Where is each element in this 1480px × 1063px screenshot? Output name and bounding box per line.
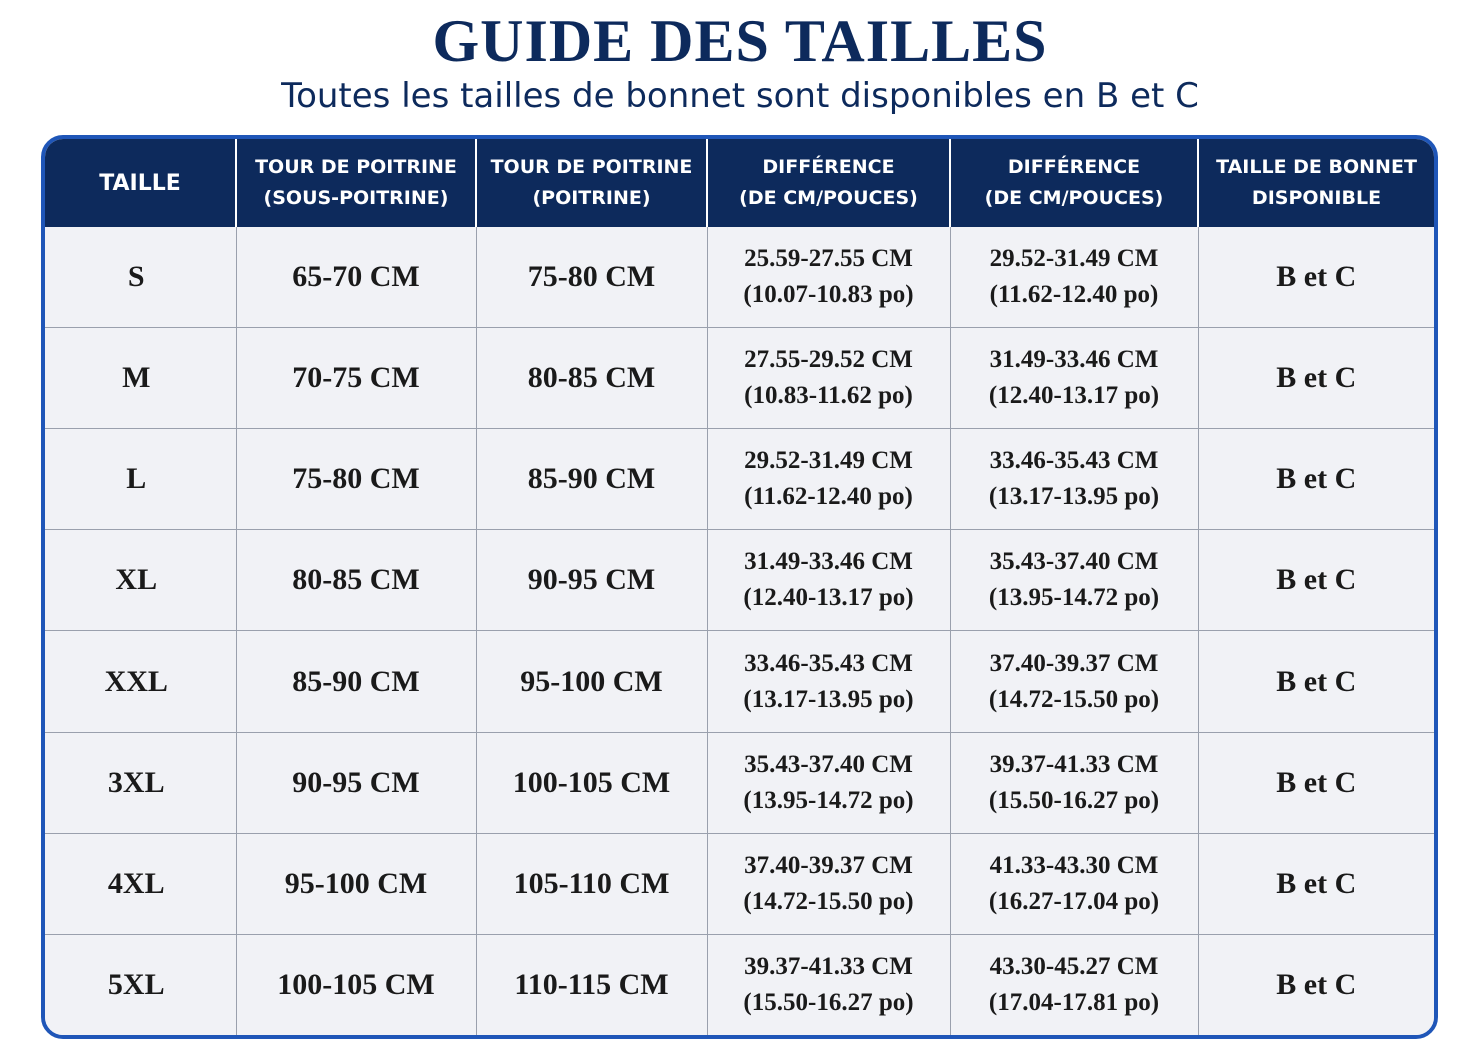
cell-bust: 80-85 CM [476,327,707,428]
cell-difference-1-in: (13.95-14.72 po) [743,786,914,814]
cell-difference-2 [950,732,1198,833]
cell-cup-size: B et C [1198,227,1434,327]
cell-size: M [45,327,236,428]
table-row [45,833,1434,934]
table-row [45,530,1434,631]
cell-difference-2-in: (15.50-16.27 po) [988,786,1160,814]
cell-cup-size: B et C [1198,429,1434,530]
cell-difference-2-in: (13.17-13.95 po) [988,483,1160,511]
cell-underbust: 85-90 CM [236,631,476,732]
cell-difference-2-in: (11.62-12.40 po) [989,280,1159,308]
header-cup-size: TAILLE DE BONNET DISPONIBLE [1198,139,1434,227]
cell-size: XXL [45,631,236,732]
table-row [45,935,1434,1036]
table-row [45,227,1434,327]
cell-difference-1 [707,833,950,934]
cell-difference-2-cm: 37.40-39.37 CM [989,649,1159,677]
cell-difference-1 [707,530,950,631]
cell-size: 5XL [45,935,236,1036]
cell-difference-1-cm: 37.40-39.37 CM [744,851,913,879]
cell-cup-size: B et C [1198,631,1434,732]
cell-difference-2 [950,935,1198,1036]
cell-difference-2-cm: 39.37-41.33 CM [989,750,1159,778]
cell-difference-1 [707,631,950,732]
cell-difference-1-cm: 33.46-35.43 CM [744,649,913,677]
cell-difference-1-cm: 35.43-37.40 CM [744,750,913,778]
header-difference-1: DIFFÉRENCE (DE CM/POUCES) [707,139,950,227]
cell-difference-2-in: (13.95-14.72 po) [988,584,1160,612]
cell-cup-size: B et C [1198,327,1434,428]
cell-bust: 100-105 CM [476,732,707,833]
cell-difference-1-in: (10.83-11.62 po) [744,382,913,410]
header-underbust: TOUR DE POITRINE (SOUS-POITRINE) [236,139,476,227]
cell-difference-2 [950,530,1198,631]
cell-difference-1 [707,327,950,428]
cell-difference-1-in: (14.72-15.50 po) [743,887,914,915]
cell-bust: 105-110 CM [476,833,707,934]
cell-size: 3XL [45,732,236,833]
table-row [45,732,1434,833]
cell-difference-2-cm: 35.43-37.40 CM [989,548,1159,576]
cell-difference-2-in: (17.04-17.81 po) [988,989,1160,1016]
cell-difference-1-in: (13.17-13.95 po) [743,685,914,713]
cell-difference-2-cm: 33.46-35.43 CM [989,447,1159,475]
cell-difference-2 [950,227,1198,327]
cell-underbust: 95-100 CM [236,833,476,934]
cell-difference-1-cm: 29.52-31.49 CM [744,447,913,475]
cell-size: XL [45,530,236,631]
cell-bust: 75-80 CM [476,227,707,327]
cell-difference-2 [950,631,1198,732]
cell-difference-2-in: (16.27-17.04 po) [988,887,1160,915]
cell-cup-size: B et C [1198,530,1434,631]
cell-cup-size: B et C [1198,935,1434,1036]
cell-difference-2-in: (14.72-15.50 po) [988,685,1160,713]
cell-difference-1-in: (12.40-13.17 po) [743,584,914,612]
page-title: GUIDE DES TAILLES [432,8,1048,74]
cell-difference-2 [950,833,1198,934]
size-table-frame [41,135,1438,1039]
table-row [45,429,1434,530]
cell-difference-1-cm: 39.37-41.33 CM [744,953,913,980]
cell-underbust: 80-85 CM [236,530,476,631]
cell-difference-2-in: (12.40-13.17 po) [988,382,1160,410]
cell-difference-1-in: (10.07-10.83 po) [743,280,914,308]
header-difference-2: DIFFÉRENCE (DE CM/POUCES) [950,139,1198,227]
table-header-row [45,139,1434,227]
cell-difference-2 [950,327,1198,428]
cell-bust: 110-115 CM [476,935,707,1036]
cell-underbust: 90-95 CM [236,732,476,833]
cell-size: 4XL [45,833,236,934]
cell-difference-1-cm: 27.55-29.52 CM [744,346,913,374]
cell-difference-1-cm: 25.59-27.55 CM [744,244,913,272]
table-body [45,227,1434,1035]
size-chart-table [45,139,1434,1035]
table-row [45,327,1434,428]
cell-size: L [45,429,236,530]
cell-underbust: 100-105 CM [236,935,476,1036]
cell-difference-1 [707,227,950,327]
cell-difference-1-cm: 31.49-33.46 CM [744,548,913,576]
header-size: TAILLE [45,139,236,227]
cell-cup-size: B et C [1198,833,1434,934]
table-row [45,631,1434,732]
cell-difference-2-cm: 41.33-43.30 CM [989,851,1159,879]
cell-underbust: 75-80 CM [236,429,476,530]
cell-bust: 90-95 CM [476,530,707,631]
cell-difference-1 [707,429,950,530]
header-bust: TOUR DE POITRINE (POITRINE) [476,139,707,227]
cell-difference-1-in: (11.62-12.40 po) [744,483,913,511]
page-subtitle: Toutes les tailles de bonnet sont disponibles en B et C [281,76,1199,116]
cell-difference-1 [707,732,950,833]
cell-difference-2-cm: 43.30-45.27 CM [989,953,1159,980]
cell-underbust: 70-75 CM [236,327,476,428]
cell-size: S [45,227,236,327]
cell-underbust: 65-70 CM [236,227,476,327]
cell-bust: 95-100 CM [476,631,707,732]
cell-cup-size: B et C [1198,732,1434,833]
cell-difference-1-in: (15.50-16.27 po) [743,989,914,1016]
cell-difference-2 [950,429,1198,530]
cell-difference-2-cm: 31.49-33.46 CM [989,346,1159,374]
cell-bust: 85-90 CM [476,429,707,530]
cell-difference-2-cm: 29.52-31.49 CM [989,244,1159,272]
cell-difference-1 [707,935,950,1036]
